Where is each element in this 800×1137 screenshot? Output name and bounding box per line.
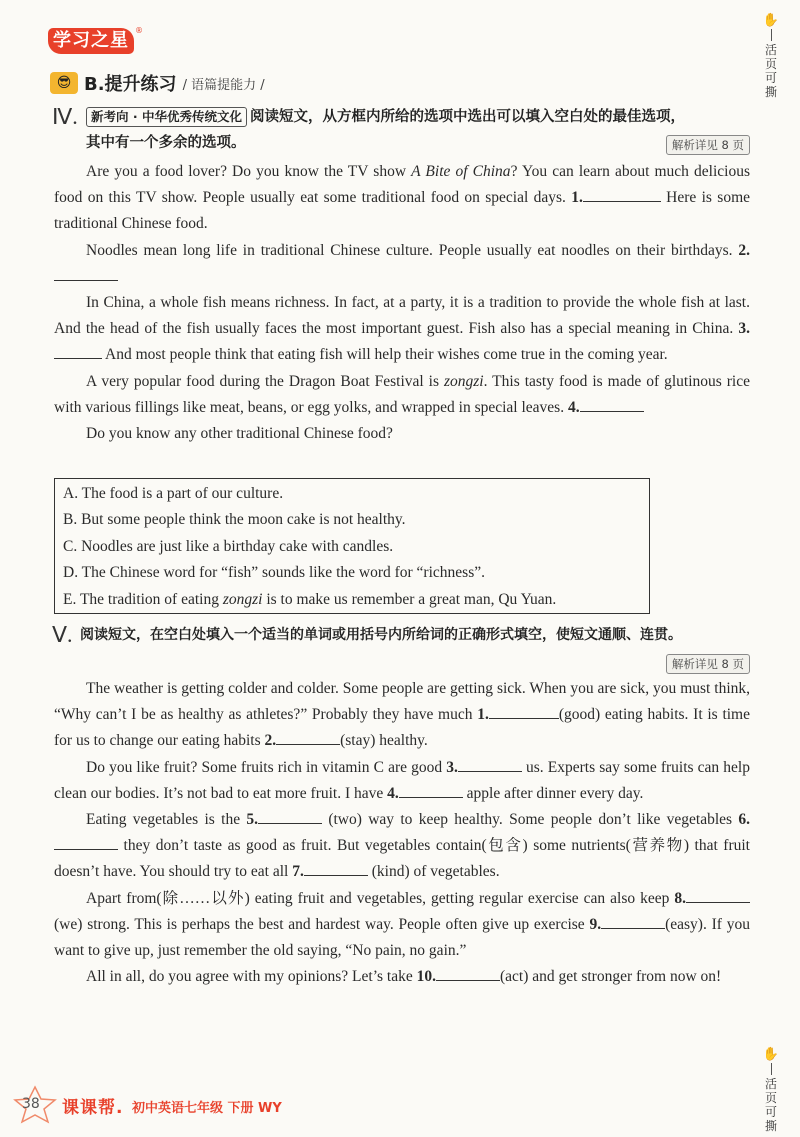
tear-hand-icon: ✋	[762, 13, 780, 28]
paragraph: Noodles mean long life in traditional Chinese culture. People usually eat noodles on their birthdays. 2.	[54, 238, 750, 290]
passage-q5	[54, 676, 750, 990]
tear-label-char: 活	[764, 1077, 777, 1091]
sunglasses-icon: 😎	[50, 72, 78, 94]
question-5-number: Ⅴ.	[52, 622, 73, 647]
paragraph: Do you like fruit? Some fruits rich in vitamin C are good 3. us. Experts say some fruits can help clean our bodies. It’s not bad to eat more fruit. I have 4. apple after dinner every day.	[54, 758, 750, 802]
section-subtitle: / 语篇提能力 /	[182, 77, 265, 93]
question-4-number: Ⅳ.	[52, 104, 78, 129]
answer-blank[interactable]	[489, 704, 559, 719]
footer-book-title: 初中英语七年级 下册 WY	[132, 1101, 282, 1116]
answer-blank[interactable]	[458, 757, 522, 772]
section-title: B.提升练习	[84, 74, 177, 95]
paragraph: All in all, do you agree with my opinions? Let’s take 10. (act) and get stronger from now on!	[86, 968, 722, 986]
tear-label-char: 撕	[764, 85, 777, 99]
option-d: D. The Chinese word for “fish” sounds like the word for “richness”.	[63, 564, 485, 582]
answer-blank[interactable]	[54, 344, 102, 359]
option-c: C. Noodles are just like a birthday cake with candles.	[63, 537, 394, 555]
instruction-line-2: 其中有一个多余的选项。	[86, 135, 246, 151]
tear-off-tab-top	[760, 14, 782, 99]
paragraph: In China, a whole fish means richness. In fact, at a party, it is a tradition to provide the whole fish at last. And the head of the fish usually faces the most important guest. Fish also has a special meaning in China. 3. And most people think that eating fish will help their wishes come true in the coming year.	[54, 294, 750, 364]
answer-reference-q4: 解析详见 8 页	[666, 135, 750, 155]
answer-reference-q5: 解析详见 8 页	[666, 654, 750, 674]
option-a: A. The food is a part of our culture.	[63, 485, 284, 502]
answer-blank[interactable]	[54, 835, 118, 850]
paragraph: Eating vegetables is the 5. (two) way to keep healthy. Some people don’t like vegetables 6. they don’t taste as good as fruit. But vegetables contain(包含) some nutrients(营养物) that fruit doesn’t have. You should try to eat all 7. (kind) of vegetables.	[54, 811, 751, 881]
option-b: B. But some people think the moon cake is not healthy.	[63, 511, 406, 529]
question-5-instruction: 阅读短文，在空白处填入一个适当的单词或用括号内所给词的正确形式填空，使短文通顺、连贯。	[80, 627, 682, 643]
paragraph: Apart from(除……以外) eating fruit and vegetables, getting regular exercise can also keep 8.(we) strong. This is perhaps the best and hardest way. People often give up exercise 9. (easy). If you want to give up, just remember the old saying, “No pain, no gain.”	[54, 889, 750, 960]
answer-blank[interactable]	[304, 861, 368, 876]
page-number: 38	[22, 1096, 40, 1112]
footer-brand: 课课帮.	[62, 1098, 124, 1118]
tear-label-char: 可	[764, 1105, 777, 1119]
tear-label-char: 页	[764, 57, 777, 71]
answer-blank[interactable]	[258, 809, 322, 824]
tear-label-char: 撕	[764, 1119, 777, 1133]
tear-label-char: 可	[764, 71, 777, 85]
section-header	[50, 70, 265, 96]
brand-logo: 学习之星	[48, 28, 134, 54]
instruction-line-1: 阅读短文，从方框内所给的选项中选出可以填入空白处的最佳选项，	[249, 109, 685, 125]
option-e: E. The tradition of eating zongzi is to make us remember a great man, Qu Yuan.	[63, 590, 557, 608]
paragraph: A very popular food during the Dragon Boat Festival is zongzi. This tasty food is made of glutinous rice with various fillings like meat, beans, or egg yolks, and wrapped in special leaves. 4.	[54, 372, 750, 416]
page-number-badge	[8, 1085, 62, 1125]
question-4-instruction	[86, 104, 756, 156]
passage-q4	[54, 159, 750, 447]
tear-label-char: 活	[764, 43, 777, 57]
question-tag: 新考向 · 中华优秀传统文化	[86, 107, 247, 127]
registered-mark: ®	[135, 26, 143, 35]
tear-label-char: 页	[764, 1091, 777, 1105]
answer-blank[interactable]	[54, 266, 118, 281]
page-footer	[0, 1085, 800, 1125]
tear-hand-icon: ✋	[762, 1047, 780, 1062]
answer-blank[interactable]	[399, 783, 463, 798]
options-box	[54, 478, 650, 614]
paragraph: Are you a food lover? Do you know the TV show A Bite of China? You can learn about much delicious food on this TV show. People usually eat some traditional food on special days. 1. Here is some traditional Chinese food.	[54, 163, 751, 233]
answer-blank[interactable]	[276, 730, 340, 745]
paragraph: The weather is getting colder and colder. Some people are getting sick. When you are sick, you must think, “Why can’t I be as healthy as athletes?” Probably they have much 1. (good) eating habits. It is time for us to change our eating habits 2. (stay) healthy.	[54, 680, 750, 750]
answer-blank[interactable]	[686, 888, 750, 903]
answer-blank[interactable]	[580, 397, 644, 412]
paragraph: Do you know any other traditional Chinese food?	[86, 425, 393, 443]
answer-blank[interactable]	[583, 187, 661, 202]
answer-blank[interactable]	[601, 914, 665, 929]
answer-blank[interactable]	[436, 966, 500, 981]
